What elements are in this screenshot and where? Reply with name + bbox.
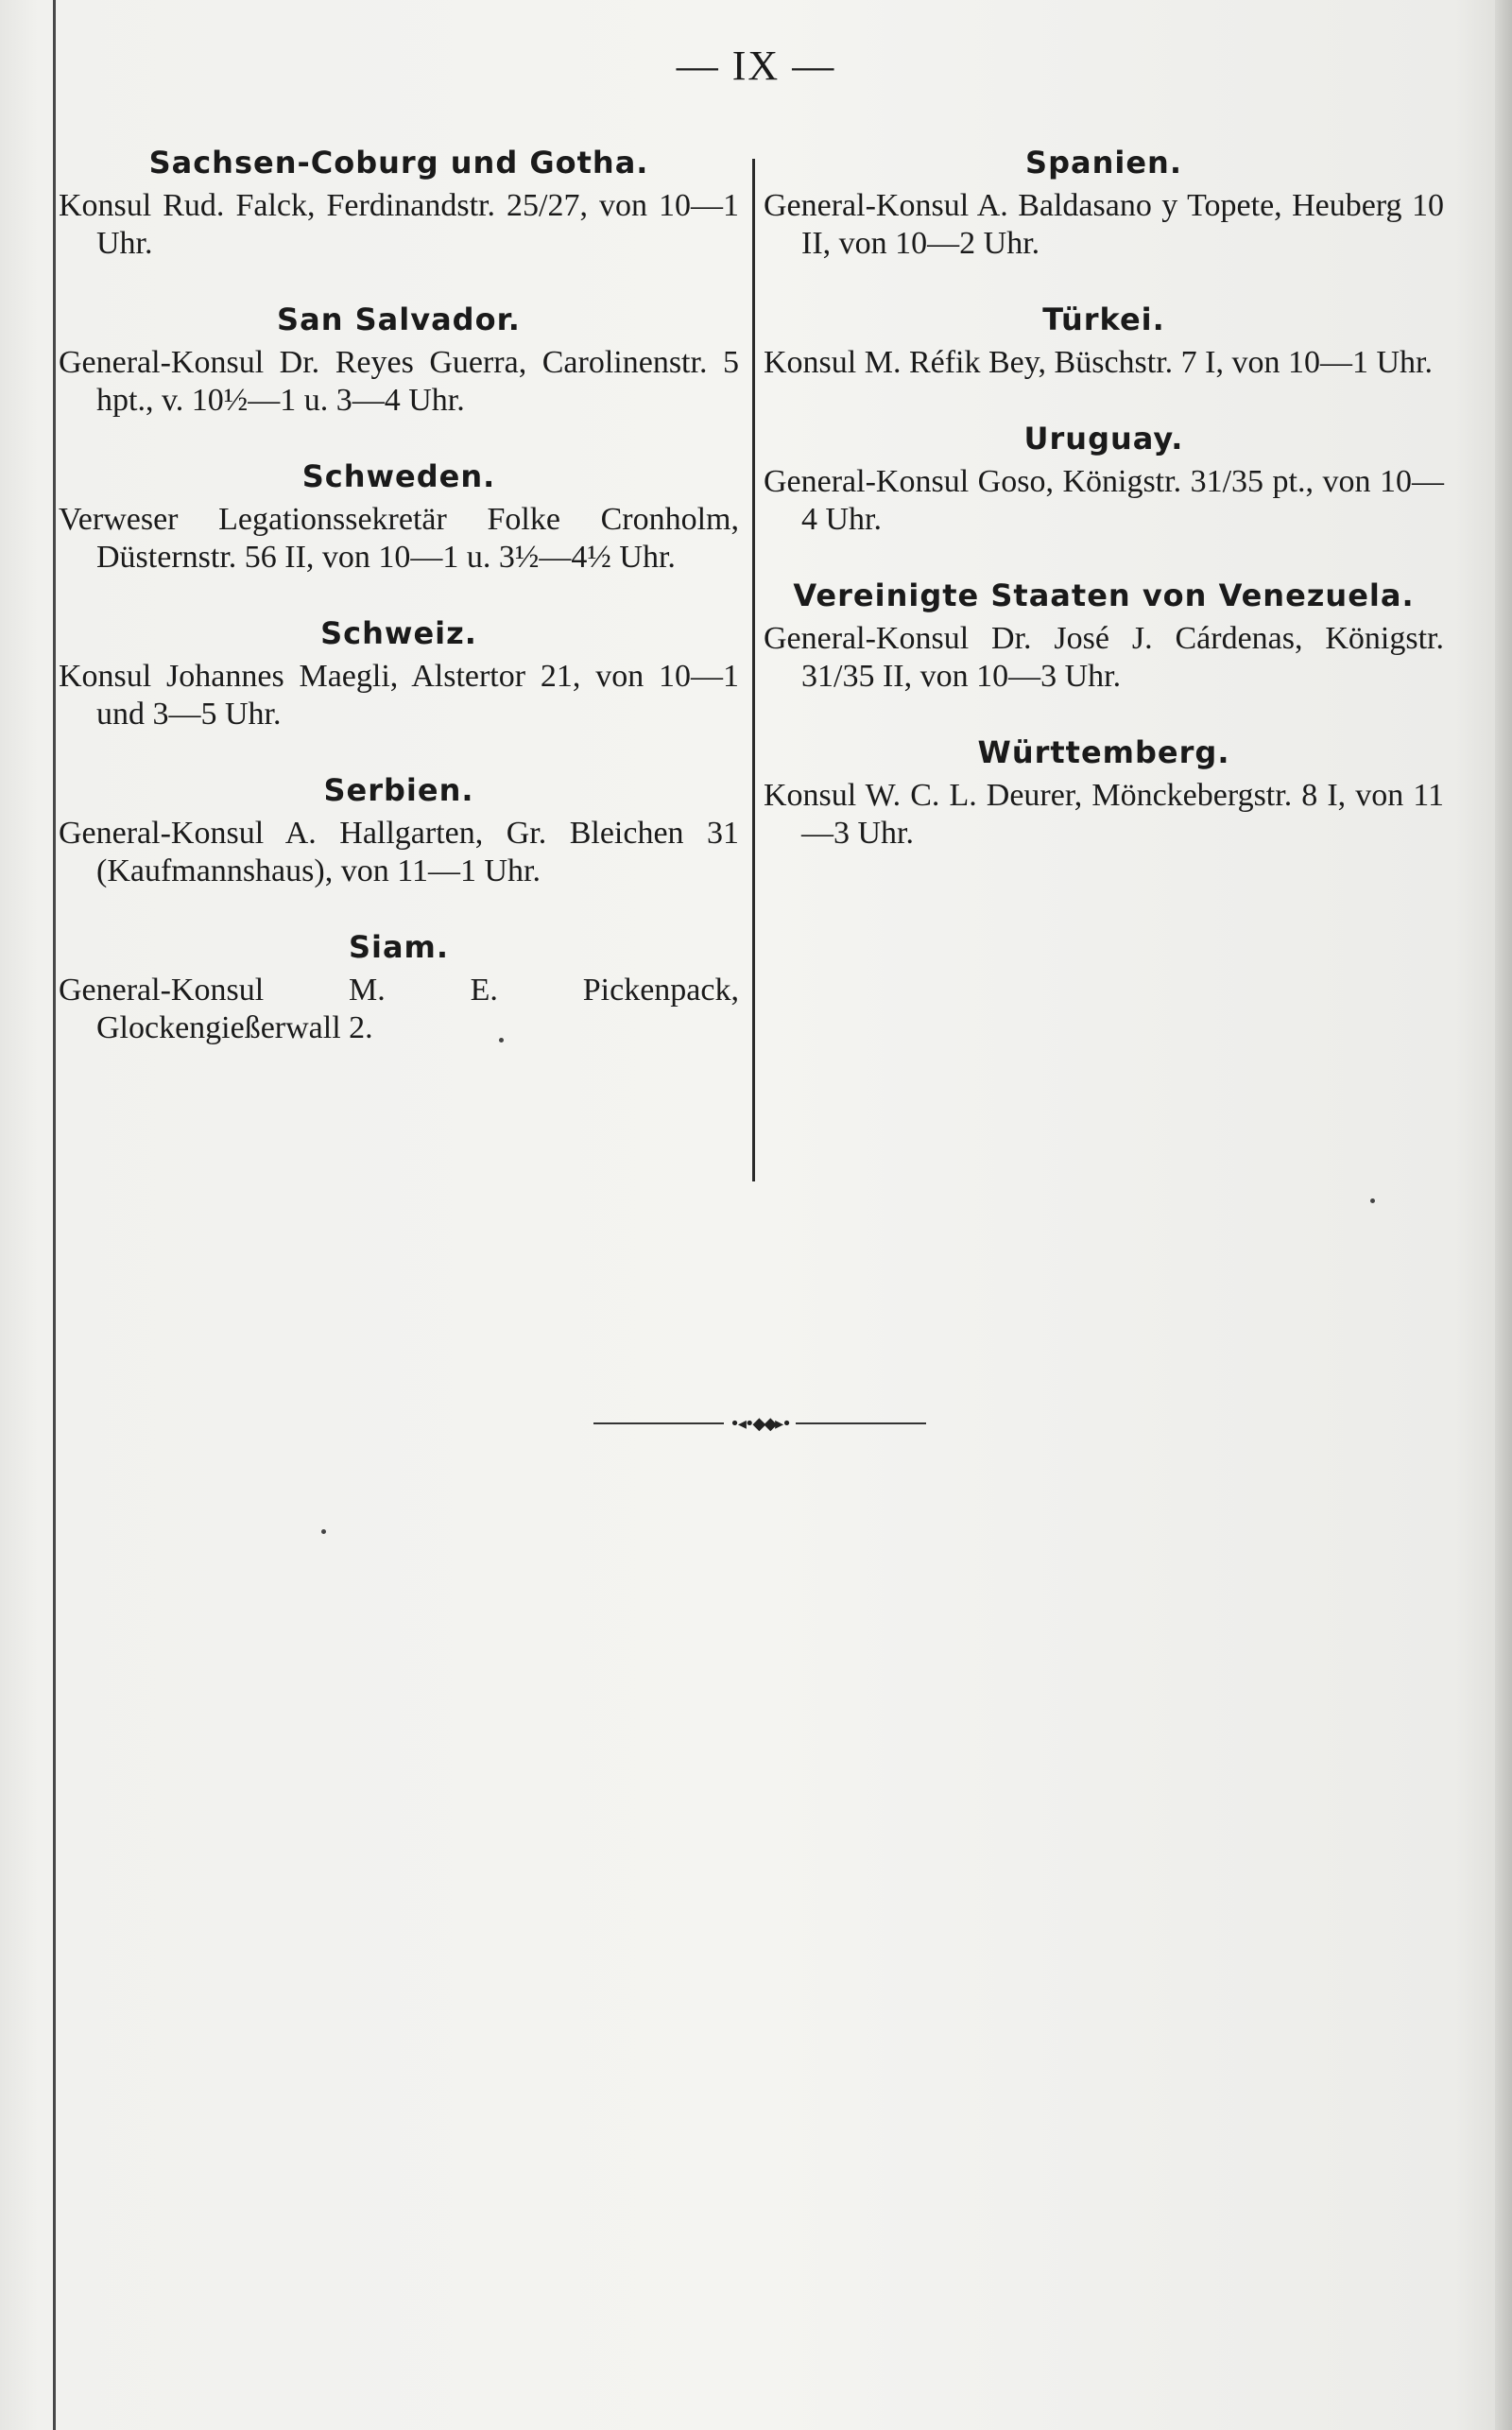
entry-text: Verweser Legationssekretär Folke Cronholm, Düsternstr. 56 II, von 10—1 u. 3½—4½ Uhr. (59, 502, 739, 575)
consulate-entry-uruguay (764, 418, 1444, 539)
consulate-entry-venezuela (764, 575, 1444, 696)
entry-text: General-Konsul M. E. Pickenpack, Glockengießerwall 2. (59, 973, 739, 1045)
consulate-entry-tuerkei (764, 299, 1444, 382)
ornament-rule-left (593, 1422, 724, 1424)
ornament-icon: •◂•◆◆▸• (730, 1413, 790, 1434)
left-column (59, 142, 739, 1083)
consulate-entry-san-salvador (59, 299, 739, 420)
entry-heading: Türkei. (1042, 302, 1165, 337)
entry-heading: Schweiz. (320, 615, 477, 651)
column-divider (752, 159, 755, 1181)
entry-heading: Spanien. (1025, 145, 1182, 181)
entry-heading: Uruguay. (1023, 421, 1184, 457)
entry-text: General-Konsul A. Baldasano y Topete, Heuberg 10 II, von 10—2 Uhr. (764, 188, 1444, 261)
ornament-rule-right (796, 1422, 926, 1424)
paper-speck (499, 1038, 504, 1043)
consulate-entry-wuerttemberg (764, 732, 1444, 853)
entry-text: Konsul Rud. Falck, Ferdinandstr. 25/27, von 10—1 Uhr. (59, 188, 739, 261)
entry-heading: Sachsen-Coburg und Gotha. (148, 145, 649, 181)
page-number: — IX — (676, 43, 836, 89)
consulate-entry-schweden (59, 456, 739, 577)
page-left-edge (53, 0, 56, 2430)
page-right-edge (1495, 0, 1512, 2430)
consulate-entry-spanien (764, 142, 1444, 263)
consulate-entry-serbien (59, 769, 739, 890)
entry-text: General-Konsul Goso, Königstr. 31/35 pt., von 10—4 Uhr. (764, 464, 1444, 537)
end-ornament (593, 1412, 926, 1435)
consulate-entry-siam (59, 926, 739, 1047)
entry-heading: Vereinigte Staaten von Venezuela. (793, 577, 1415, 613)
entry-heading: Württemberg. (977, 734, 1230, 770)
entry-heading: Schweden. (301, 458, 496, 494)
entry-text: General-Konsul Dr. Reyes Guerra, Carolinenstr. 5 hpt., v. 10½—1 u. 3—4 Uhr. (59, 345, 739, 418)
entry-text: Konsul W. C. L. Deurer, Mönckebergstr. 8 I, von 11—3 Uhr. (764, 778, 1444, 851)
paper-speck (1370, 1198, 1375, 1203)
entry-heading: Siam. (348, 929, 450, 965)
paper-speck (321, 1529, 326, 1534)
entry-heading: San Salvador. (277, 302, 521, 337)
entry-text: General-Konsul Dr. José J. Cárdenas, Königstr. 31/35 II, von 10—3 Uhr. (764, 621, 1444, 694)
entry-text: General-Konsul A. Hallgarten, Gr. Bleichen 31 (Kaufmannshaus), von 11—1 Uhr. (59, 816, 739, 888)
right-column (764, 142, 1444, 888)
consulate-entry-sachsen-coburg (59, 142, 739, 263)
consulate-entry-schweiz (59, 612, 739, 733)
entry-text: Konsul M. Réfik Bey, Büschstr. 7 I, von 10—1 Uhr. (764, 345, 1434, 380)
entry-text: Konsul Johannes Maegli, Alstertor 21, von 10—1 und 3—5 Uhr. (59, 659, 739, 732)
entry-heading: Serbien. (323, 772, 474, 808)
